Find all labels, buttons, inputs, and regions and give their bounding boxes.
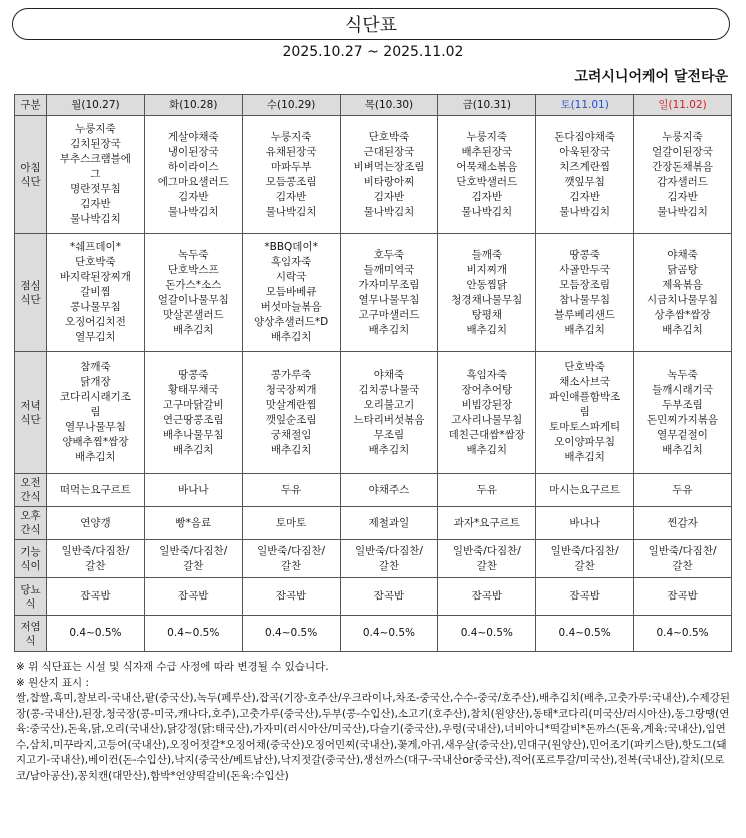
menu-item: 연근땅콩조림 bbox=[162, 413, 224, 426]
menu-item: 청경채나물무침 bbox=[451, 293, 523, 306]
menu-item: 맛살계란찜 bbox=[265, 398, 317, 411]
pm-snack-cell-mon bbox=[47, 507, 145, 540]
menu-item: 하이라이스 bbox=[167, 160, 219, 173]
menu-item: 고구마샐러드 bbox=[358, 308, 420, 321]
menu-item: 김자반 bbox=[80, 198, 111, 210]
day-header-wed: 수(10.29) bbox=[242, 95, 340, 116]
menu-item: 치즈계란찜 bbox=[559, 160, 610, 173]
menu-item: 잡곡밥 bbox=[80, 590, 111, 602]
menu-item: 열무나물무침 bbox=[64, 421, 126, 433]
menu-item: 안동찜닭 bbox=[466, 278, 508, 291]
am-snack-cell-sun bbox=[634, 474, 732, 507]
menu-item: 일반죽/다짐찬/ bbox=[61, 544, 130, 557]
menu-item: 누룽지죽 bbox=[75, 123, 116, 135]
dinner-cell-sun bbox=[634, 352, 732, 474]
menu-item: 야채죽 bbox=[667, 248, 698, 261]
menu-item: 제육볶음 bbox=[662, 278, 703, 291]
menu-item: 누룽지죽 bbox=[662, 130, 703, 143]
change-notice: ※ 위 식단표는 시설 및 식자재 수급 사정에 따라 변경될 수 있습니다. bbox=[16, 661, 329, 673]
menu-item: 비지찌개 bbox=[466, 263, 508, 276]
menu-item: 블루베리샌드 bbox=[554, 308, 616, 321]
lunch-cell-mon bbox=[47, 234, 145, 352]
low-salt-diet-cell-mon bbox=[47, 616, 145, 652]
corner-header: 구분 bbox=[15, 95, 47, 116]
menu-item: 물나박김치 bbox=[167, 205, 219, 218]
menu-item: 갈찬 bbox=[476, 559, 497, 572]
menu-item: 김자반 bbox=[667, 190, 698, 203]
am-snack-cell-fri bbox=[438, 474, 536, 507]
menu-item: 단호박샐러드 bbox=[456, 175, 518, 188]
row-label-line: 식 bbox=[25, 634, 36, 647]
day-header-sat: 토(11.01) bbox=[536, 95, 634, 116]
menu-item: 잡곡밥 bbox=[373, 590, 405, 602]
menu-item: 감자샐러드 bbox=[657, 175, 708, 188]
functional-diet-label bbox=[15, 540, 47, 578]
low-salt-diet-row bbox=[15, 616, 732, 652]
row-label-line: 식단 bbox=[20, 293, 41, 306]
menu-item: 녹두죽 bbox=[667, 368, 698, 381]
menu-item: 가자미무조림 bbox=[358, 278, 420, 291]
menu-item: 상추쌈*쌈장 bbox=[654, 308, 711, 321]
functional-diet-cell-thu bbox=[340, 540, 438, 578]
lunch-cell-wed bbox=[242, 234, 340, 352]
menu-item: 물나박김치 bbox=[265, 205, 317, 218]
menu-item: 물나박김치 bbox=[461, 205, 513, 218]
table-header-row bbox=[15, 95, 732, 116]
menu-item: 코다리시래기조 bbox=[59, 391, 131, 403]
menu-item: 단호박죽 bbox=[564, 361, 605, 373]
pm-snack-cell-fri bbox=[438, 507, 536, 540]
functional-diet-cell-fri bbox=[438, 540, 536, 578]
menu-item: 배추김치 bbox=[564, 323, 605, 336]
notes-section bbox=[16, 660, 734, 784]
menu-item: 배추김치 bbox=[466, 443, 508, 456]
menu-item: 김치콩나물국 bbox=[358, 383, 420, 396]
menu-item: 잡곡밥 bbox=[275, 590, 307, 602]
menu-item: 토마토 bbox=[275, 516, 307, 529]
row-label-line: 점심 bbox=[20, 279, 41, 292]
pm-snack-cell-thu bbox=[340, 507, 438, 540]
functional-diet-cell-mon bbox=[47, 540, 145, 578]
menu-item: 얼갈이된장국 bbox=[652, 145, 713, 158]
day-header-tue: 화(10.28) bbox=[144, 95, 242, 116]
am-snack-row bbox=[15, 474, 732, 507]
menu-item: 깻잎무침 bbox=[564, 175, 605, 188]
menu-item: 빵*음료 bbox=[175, 516, 212, 529]
menu-item: 닭개장 bbox=[80, 376, 111, 388]
menu-item: 비빔강된장 bbox=[461, 398, 513, 411]
menu-item: 땅콩죽 bbox=[569, 248, 600, 261]
menu-item: 오징어김치전 bbox=[64, 316, 126, 328]
menu-item: 배추김치 bbox=[75, 451, 116, 463]
menu-item: 일반죽/다짐찬/ bbox=[354, 544, 423, 557]
menu-item: 호두죽 bbox=[373, 248, 405, 261]
menu-item: 황태무채국 bbox=[167, 383, 219, 396]
am-snack-cell-tue bbox=[144, 474, 242, 507]
menu-item: 배추김치 bbox=[368, 323, 410, 336]
menu-body bbox=[15, 116, 732, 652]
low-salt-diet-cell-fri bbox=[438, 616, 536, 652]
menu-item: 0.4~0.5% bbox=[69, 627, 122, 639]
menu-item: 양배추찜*쌈장 bbox=[62, 436, 129, 448]
menu-item: 일반죽/다짐찬/ bbox=[648, 544, 717, 557]
menu-item: 유채된장국 bbox=[265, 145, 317, 158]
menu-item: 김자반 bbox=[569, 190, 600, 203]
menu-item: 녹두죽 bbox=[178, 248, 209, 261]
menu-item: 흑임자죽 bbox=[466, 368, 508, 381]
menu-item: 갈찬 bbox=[378, 559, 400, 572]
diabetic-diet-cell-mon bbox=[47, 578, 145, 616]
pm-snack-label bbox=[15, 507, 47, 540]
menu-item: 물나박김치 bbox=[559, 205, 610, 218]
menu-item: 김자반 bbox=[471, 190, 503, 203]
menu-item: 배추된장국 bbox=[461, 145, 513, 158]
low-salt-diet-cell-sat bbox=[536, 616, 634, 652]
menu-item: 야채죽 bbox=[373, 368, 405, 381]
menu-item: 배추김치 bbox=[466, 323, 508, 336]
breakfast-cell-tue bbox=[144, 116, 242, 234]
menu-item: 누룽지죽 bbox=[466, 130, 508, 143]
menu-item: 깻잎순조림 bbox=[265, 413, 317, 426]
breakfast-cell-thu bbox=[340, 116, 438, 234]
menu-item: 물나박김치 bbox=[363, 205, 415, 218]
diabetic-diet-cell-wed bbox=[242, 578, 340, 616]
dinner-row bbox=[15, 352, 732, 474]
menu-item: 오리불고기 bbox=[363, 398, 415, 411]
row-label-line: 당뇨 bbox=[20, 583, 41, 596]
page-title: 식단표 bbox=[344, 15, 398, 36]
dinner-cell-tue bbox=[144, 352, 242, 474]
menu-item: 단호박스프 bbox=[167, 263, 219, 276]
menu-item: 사골만두국 bbox=[559, 263, 610, 276]
diabetic-diet-cell-thu bbox=[340, 578, 438, 616]
menu-item: 배추김치 bbox=[662, 323, 703, 336]
menu-item: 누룽지죽 bbox=[270, 130, 312, 143]
breakfast-cell-mon bbox=[47, 116, 145, 234]
menu-item: 과자*요구르트 bbox=[453, 516, 520, 529]
menu-item: 채소사브국 bbox=[559, 376, 610, 388]
menu-item: 두유 bbox=[476, 483, 497, 496]
menu-item: 파인애플함박조 bbox=[549, 391, 621, 403]
lunch-cell-tue bbox=[144, 234, 242, 352]
menu-item: 얼갈이나물무침 bbox=[157, 293, 229, 306]
menu-item: 마시는요구르트 bbox=[549, 483, 621, 496]
diabetic-diet-cell-tue bbox=[144, 578, 242, 616]
row-label-line: 간식 bbox=[20, 491, 41, 503]
menu-item: 데친근대쌈*쌈장 bbox=[448, 428, 525, 441]
menu-item: 단호박죽 bbox=[75, 256, 116, 268]
menu-item: 0.4~0.5% bbox=[265, 627, 318, 639]
menu-item: 일반죽/다짐찬/ bbox=[452, 544, 521, 557]
menu-item: 0.4~0.5% bbox=[362, 627, 416, 639]
lunch-label bbox=[15, 234, 47, 352]
menu-item: 찐감자 bbox=[667, 516, 698, 529]
menu-item: 0.4~0.5% bbox=[558, 627, 611, 639]
menu-item: 땅콩죽 bbox=[178, 368, 209, 381]
breakfast-label bbox=[15, 116, 47, 234]
menu-item: 김자반 bbox=[275, 190, 307, 203]
menu-item: 열무겉절이 bbox=[657, 428, 708, 441]
dinner-cell-fri bbox=[438, 352, 536, 474]
menu-item: 갈찬 bbox=[183, 559, 204, 572]
pm-snack-cell-sat bbox=[536, 507, 634, 540]
pm-snack-row bbox=[15, 507, 732, 540]
dinner-cell-wed bbox=[242, 352, 340, 474]
origin-text: 쌀,찹쌀,흑미,찰보리-국내산,팥(중국산),녹두(페루산),잡곡(기장-호주산/우크라이나,차조-중국산,수수-중국/호주산),배추김치(배추,고춧가루:국내산),수제강된장(콩-국내산),된장,청국장(콩-미국,캐나다,호주),고춧가루(중국산),두부(콩-수입산),소고기(호주산),참치(원양산),동태*코다리(미국산/러시아산),동그랑땡(연육:중국산),돈육,닭,오리(국내산),닭강정(닭:태국산),가자미(러시아산/미국산),다슬기(중국산),우렁(국내산),너비아니*떡갈비*돈까스(돈육,계육:국내산),임연수,삼치,미꾸라지,고등어(국내산),오징어젓갈*오징어채(중국산)오징어민찌(국내산),꽃게,아귀,새우살(중국산),민대구(원양산),민어조기(파키스탄),핫도그(돼지고기-국내산),베이컨(돈-수입산),낙지(중국산/베트남산),낙지젓갈(중국산),생선까스(대구-국내산or중국산),적어(포르투갈/미국산),전복(국내산),갈치(모로코/남아공산),꽁치캔(대만산),함박*언양떡갈비(돈육:수입산) bbox=[16, 692, 730, 782]
row-label-line: 저녁 bbox=[20, 399, 41, 412]
menu-item: 참깨죽 bbox=[80, 361, 111, 373]
row-label-line: 식단 bbox=[20, 413, 41, 426]
menu-item: 배추김치 bbox=[270, 331, 312, 343]
am-snack-cell-mon bbox=[47, 474, 145, 507]
origin-heading: ※ 원산지 표시 : bbox=[16, 676, 90, 689]
pm-snack-cell-sun bbox=[634, 507, 732, 540]
menu-title-box bbox=[12, 8, 730, 40]
menu-item: 갈찬 bbox=[574, 559, 595, 572]
menu-item: 그 bbox=[90, 168, 101, 180]
menu-item: 물나박김치 bbox=[657, 205, 708, 218]
menu-item: 장어추어탕 bbox=[461, 383, 513, 396]
lunch-row bbox=[15, 234, 732, 352]
menu-item: 맛살콘샐러드 bbox=[162, 308, 224, 321]
menu-item: 무조림 bbox=[373, 428, 405, 441]
menu-item: 갈찬 bbox=[672, 559, 693, 572]
diabetic-diet-row bbox=[15, 578, 732, 616]
menu-item: 궁채절임 bbox=[270, 428, 312, 441]
breakfast-cell-sat bbox=[536, 116, 634, 234]
day-header-thu: 목(10.30) bbox=[340, 95, 438, 116]
menu-item: 간장돈채볶음 bbox=[652, 160, 713, 173]
low-salt-diet-cell-wed bbox=[242, 616, 340, 652]
menu-item: 어묵채소볶음 bbox=[456, 160, 518, 173]
menu-item: 김치된장국 bbox=[70, 138, 121, 150]
row-label-line: 기능 bbox=[20, 545, 41, 558]
menu-item: 잡곡밥 bbox=[178, 590, 209, 602]
row-label-line: 오전 bbox=[20, 477, 41, 489]
menu-item: 콩가루죽 bbox=[270, 368, 312, 381]
pm-snack-cell-wed bbox=[242, 507, 340, 540]
menu-item: 닭곰탕 bbox=[667, 263, 698, 276]
menu-item: 단호박죽 bbox=[368, 130, 410, 143]
day-header-sun: 일(11.02) bbox=[634, 95, 732, 116]
menu-item: 버섯마늘볶음 bbox=[260, 301, 322, 313]
menu-item: 모듬콩조림 bbox=[265, 175, 317, 188]
menu-item: 0.4~0.5% bbox=[167, 627, 220, 639]
diabetic-diet-cell-sun bbox=[634, 578, 732, 616]
menu-item: 부추스크램블에 bbox=[59, 153, 131, 165]
menu-item: 오이양파무침 bbox=[554, 436, 616, 448]
menu-item: 갈찬 bbox=[280, 559, 302, 572]
breakfast-row bbox=[15, 116, 732, 234]
menu-item: 흑임자죽 bbox=[270, 256, 312, 268]
menu-item: 갈찬 bbox=[85, 559, 106, 572]
menu-item: 모듬바베큐 bbox=[265, 286, 317, 298]
menu-item: 고구마닭갈비 bbox=[162, 398, 224, 411]
menu-item: 일반죽/다짐찬/ bbox=[257, 544, 326, 557]
menu-item: 탕평채 bbox=[471, 308, 503, 321]
low-salt-diet-cell-sun bbox=[634, 616, 732, 652]
menu-item: 돈가스*소스 bbox=[165, 278, 222, 291]
menu-item: 잡곡밥 bbox=[569, 590, 600, 602]
menu-item: *쉐프데이* bbox=[69, 241, 121, 253]
menu-item: 근대된장국 bbox=[363, 145, 415, 158]
menu-item: 야채주스 bbox=[368, 483, 410, 496]
menu-item: 배추김치 bbox=[662, 443, 703, 456]
menu-item: *BBQ데이* bbox=[264, 241, 318, 253]
menu-item: 떠먹는요구르트 bbox=[59, 483, 131, 496]
functional-diet-cell-sat bbox=[536, 540, 634, 578]
functional-diet-cell-wed bbox=[242, 540, 340, 578]
pm-snack-cell-tue bbox=[144, 507, 242, 540]
menu-item: 고사리나물무침 bbox=[451, 413, 523, 426]
menu-item: 림 bbox=[579, 406, 590, 418]
menu-item: 0.4~0.5% bbox=[460, 627, 513, 639]
dinner-label bbox=[15, 352, 47, 474]
menu-item: 두유 bbox=[280, 483, 302, 496]
menu-item: 아욱된장국 bbox=[559, 145, 610, 158]
breakfast-cell-sun bbox=[634, 116, 732, 234]
diabetic-diet-label bbox=[15, 578, 47, 616]
dinner-cell-mon bbox=[47, 352, 145, 474]
menu-item: 들깨죽 bbox=[471, 248, 503, 261]
menu-item: 배추김치 bbox=[172, 323, 214, 336]
menu-item: 배추김치 bbox=[270, 443, 312, 456]
menu-item: 배추나물무침 bbox=[162, 428, 224, 441]
functional-diet-cell-sun bbox=[634, 540, 732, 578]
menu-item: 배추김치 bbox=[368, 443, 410, 456]
day-header-fri: 금(10.31) bbox=[438, 95, 536, 116]
menu-item: 시금치나물무침 bbox=[647, 293, 719, 306]
menu-item: 제철과일 bbox=[368, 516, 410, 529]
menu-item: 청국장찌개 bbox=[265, 383, 317, 396]
menu-item: 들깨미역국 bbox=[363, 263, 415, 276]
row-label-line: 식 bbox=[25, 597, 36, 610]
low-salt-diet-label bbox=[15, 616, 47, 652]
menu-item: 0.4~0.5% bbox=[656, 627, 709, 639]
menu-item: 토마토스파게티 bbox=[549, 421, 621, 433]
menu-item: 김자반 bbox=[178, 190, 209, 203]
row-label-line: 저염 bbox=[20, 620, 41, 633]
menu-item: 비타랑아찌 bbox=[363, 175, 415, 188]
row-label-line: 식단 bbox=[20, 175, 41, 188]
menu-item: 갈비찜 bbox=[80, 286, 111, 298]
am-snack-cell-thu bbox=[340, 474, 438, 507]
am-snack-label bbox=[15, 474, 47, 507]
low-salt-diet-cell-tue bbox=[144, 616, 242, 652]
menu-item: 참나물무침 bbox=[559, 293, 610, 306]
menu-item: 명란젓무침 bbox=[70, 183, 121, 195]
menu-item: 바나나 bbox=[569, 516, 600, 529]
menu-item: 일반죽/다짐찬/ bbox=[550, 544, 619, 557]
menu-item: 일반죽/다짐찬/ bbox=[159, 544, 228, 557]
menu-item: 들깨시래기국 bbox=[652, 383, 713, 396]
menu-item: 느타리버섯볶음 bbox=[353, 413, 425, 426]
menu-item: 마파두부 bbox=[270, 160, 312, 173]
facility-name: 고려시니어케어 달전타운 bbox=[574, 69, 728, 85]
menu-item: 배추김치 bbox=[172, 443, 214, 456]
menu-item: 양상추샐러드*D bbox=[254, 316, 329, 328]
row-label-line: 식이 bbox=[20, 559, 41, 572]
menu-item: 연양갱 bbox=[80, 516, 111, 529]
menu-item: 두부조림 bbox=[662, 398, 703, 411]
row-label-line: 아침 bbox=[20, 161, 41, 174]
menu-item: 배추김치 bbox=[564, 451, 605, 463]
menu-item: 열무김치 bbox=[75, 331, 116, 343]
menu-item: 모듬장조림 bbox=[559, 278, 610, 291]
menu-item: 게살야채죽 bbox=[167, 130, 219, 143]
menu-item: 잡곡밥 bbox=[667, 590, 698, 602]
breakfast-cell-fri bbox=[438, 116, 536, 234]
breakfast-cell-wed bbox=[242, 116, 340, 234]
lunch-cell-fri bbox=[438, 234, 536, 352]
row-label-line: 간식 bbox=[20, 524, 41, 536]
menu-item: 김자반 bbox=[373, 190, 405, 203]
lunch-cell-thu bbox=[340, 234, 438, 352]
lunch-cell-sun bbox=[634, 234, 732, 352]
menu-item: 물나박김치 bbox=[70, 213, 121, 225]
dinner-cell-sat bbox=[536, 352, 634, 474]
lunch-cell-sat bbox=[536, 234, 634, 352]
menu-period: 2025.10.27 ~ 2025.11.02 bbox=[282, 44, 464, 60]
menu-item: 림 bbox=[90, 406, 101, 418]
diabetic-diet-cell-fri bbox=[438, 578, 536, 616]
menu-item: 냉이된장국 bbox=[167, 145, 219, 158]
menu-item: 열무나물무침 bbox=[358, 293, 420, 306]
row-label-line: 오후 bbox=[20, 510, 41, 522]
menu-item: 두유 bbox=[672, 483, 693, 496]
menu-item: 콩나물무침 bbox=[70, 301, 121, 313]
menu-item: 바지락된장찌개 bbox=[59, 271, 131, 283]
functional-diet-row bbox=[15, 540, 732, 578]
menu-item: 돈다짐야채죽 bbox=[554, 130, 616, 143]
dinner-cell-thu bbox=[340, 352, 438, 474]
menu-item: 시락국 bbox=[275, 271, 307, 283]
menu-item: 돈민찌가지볶음 bbox=[647, 413, 719, 426]
am-snack-cell-wed bbox=[242, 474, 340, 507]
menu-item: 잡곡밥 bbox=[471, 590, 503, 602]
weekly-menu-table bbox=[14, 94, 732, 652]
day-header-mon: 월(10.27) bbox=[47, 95, 145, 116]
am-snack-cell-sat bbox=[536, 474, 634, 507]
low-salt-diet-cell-thu bbox=[340, 616, 438, 652]
functional-diet-cell-tue bbox=[144, 540, 242, 578]
menu-item: 비벼먹는장조림 bbox=[353, 160, 425, 173]
menu-item: 바나나 bbox=[178, 483, 209, 496]
diabetic-diet-cell-sat bbox=[536, 578, 634, 616]
menu-item: 에그마요샐러드 bbox=[157, 175, 229, 188]
